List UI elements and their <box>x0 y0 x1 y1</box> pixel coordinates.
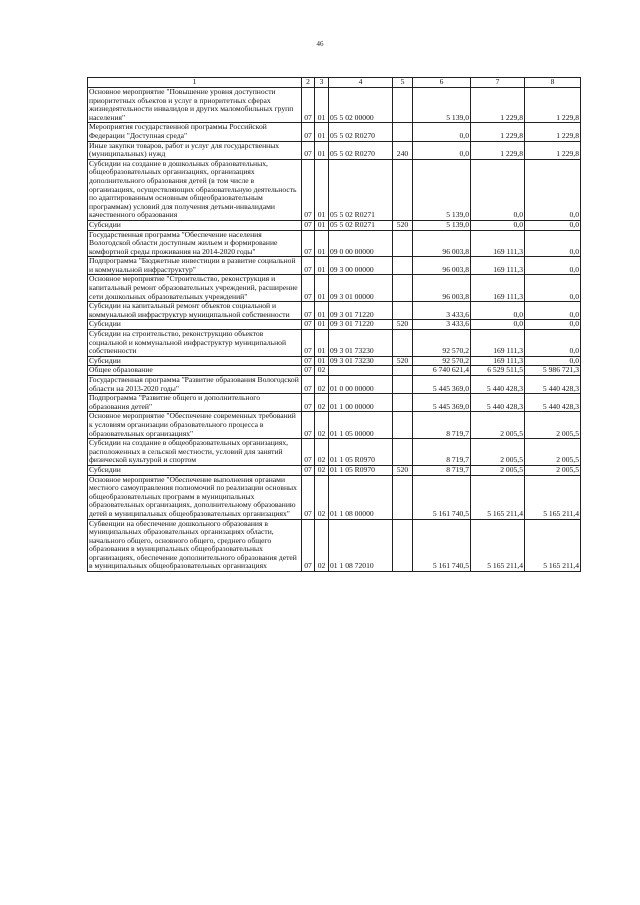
row-pr: 01 <box>315 302 329 320</box>
row-amount-1: 5 139,0 <box>413 159 471 220</box>
header-cell-rz: 2 <box>302 78 315 88</box>
row-name: Субсидии на создание в общеобразовательных организациях, расположенных в сельской местности, условий для занятий физической культурой и спортом <box>88 439 302 466</box>
row-rz: 07 <box>302 376 315 394</box>
table-row <box>88 141 581 159</box>
row-pr: 02 <box>315 376 329 394</box>
row-pr: 02 <box>315 366 329 376</box>
row-vr <box>393 88 413 123</box>
row-pr: 02 <box>315 519 329 572</box>
table-row <box>88 159 581 220</box>
row-amount-1: 96 003,8 <box>413 230 471 257</box>
row-vr: 520 <box>393 220 413 230</box>
row-name: Субсидии на строительство, реконструкцию объектов социальной и коммунальной инфраструктур муниципальной собственности <box>88 330 302 357</box>
row-csr: 01 1 08 72010 <box>329 519 393 572</box>
table-row <box>88 220 581 230</box>
row-csr: 09 3 01 73230 <box>329 356 393 366</box>
row-vr: 520 <box>393 465 413 475</box>
table-row <box>88 376 581 394</box>
row-amount-2: 5 165 211,4 <box>471 475 525 519</box>
row-amount-1: 8 719,7 <box>413 465 471 475</box>
row-vr <box>393 257 413 275</box>
row-rz: 07 <box>302 475 315 519</box>
header-cell-pr: 3 <box>315 78 329 88</box>
row-amount-1: 0,0 <box>413 123 471 141</box>
row-csr: 09 3 01 73230 <box>329 330 393 357</box>
row-amount-3: 0,0 <box>525 330 581 357</box>
header-cell-csr: 4 <box>329 78 393 88</box>
table-row <box>88 394 581 412</box>
row-name: Основное мероприятие "Обеспечение выполнения органами местного самоуправления полномочий по реализации основных общеобразовательных программ в муниципальных образовательных организациях, дополнительному образованию детей в муниципальных общеобразовательных организациях" <box>88 475 302 519</box>
row-rz: 07 <box>302 302 315 320</box>
header-cell-amount-3: 8 <box>525 78 581 88</box>
row-name: Основное мероприятие "Строительство, реконструкция и капитальный ремонт образовательных учреждений, расширение сети дошкольных образовательных учреждений" <box>88 275 302 302</box>
row-vr <box>393 439 413 466</box>
row-amount-3: 5 165 211,4 <box>525 475 581 519</box>
row-csr: 01 1 05 R0970 <box>329 439 393 466</box>
row-pr: 02 <box>315 475 329 519</box>
row-rz: 07 <box>302 394 315 412</box>
table-row <box>88 465 581 475</box>
row-amount-1: 5 161 740,5 <box>413 519 471 572</box>
row-amount-1: 5 445 369,0 <box>413 394 471 412</box>
table-row <box>88 88 581 123</box>
row-amount-3: 5 440 428,3 <box>525 394 581 412</box>
row-amount-3: 0,0 <box>525 220 581 230</box>
table-row <box>88 275 581 302</box>
row-vr <box>393 123 413 141</box>
row-amount-3: 5 986 721,3 <box>525 366 581 376</box>
table-row <box>88 412 581 439</box>
table-row <box>88 356 581 366</box>
row-vr <box>393 412 413 439</box>
row-pr: 02 <box>315 412 329 439</box>
row-csr: 09 0 00 00000 <box>329 230 393 257</box>
row-csr: 05 5 02 00000 <box>329 88 393 123</box>
row-amount-2: 0,0 <box>471 159 525 220</box>
row-name: Мероприятия государственной программы Российской Федерации "Доступная среда" <box>88 123 302 141</box>
row-rz: 07 <box>302 220 315 230</box>
row-name: Иные закупки товаров, работ и услуг для государственных (муниципальных) нужд <box>88 141 302 159</box>
row-pr: 02 <box>315 394 329 412</box>
row-amount-2: 169 111,3 <box>471 230 525 257</box>
row-vr <box>393 475 413 519</box>
row-amount-2: 0,0 <box>471 220 525 230</box>
table-row <box>88 439 581 466</box>
row-vr <box>393 376 413 394</box>
row-csr: 01 1 05 00000 <box>329 412 393 439</box>
row-amount-2: 0,0 <box>471 302 525 320</box>
table-row <box>88 123 581 141</box>
row-pr: 01 <box>315 141 329 159</box>
row-amount-3: 0,0 <box>525 275 581 302</box>
row-vr <box>393 302 413 320</box>
row-csr: 01 0 00 00000 <box>329 376 393 394</box>
page-number: 46 <box>316 40 324 48</box>
row-amount-3: 0,0 <box>525 320 581 330</box>
table-row <box>88 320 581 330</box>
row-amount-3: 2 005,5 <box>525 412 581 439</box>
row-name: Субсидии на создание в дошкольных образовательных, общеобразовательных организациях, организациях дополнительного образования детей (в том числе в организациях, осуществляющих образовательную деятельность по адаптированным основным общеобразовательным программам) условий для получения детьми-инвалидами качественного образования <box>88 159 302 220</box>
row-amount-1: 8 719,7 <box>413 412 471 439</box>
header-cell-amount-1: 6 <box>413 78 471 88</box>
row-vr: 520 <box>393 320 413 330</box>
row-rz: 07 <box>302 88 315 123</box>
row-amount-1: 92 570,2 <box>413 356 471 366</box>
row-amount-3: 1 229,8 <box>525 141 581 159</box>
row-rz: 07 <box>302 412 315 439</box>
row-amount-1: 6 740 621,4 <box>413 366 471 376</box>
table-row <box>88 366 581 376</box>
row-pr: 02 <box>315 465 329 475</box>
row-csr: 05 5 02 R0271 <box>329 159 393 220</box>
row-csr: 09 3 01 71220 <box>329 320 393 330</box>
row-name: Субсидии <box>88 465 302 475</box>
row-amount-2: 169 111,3 <box>471 330 525 357</box>
table-row <box>88 302 581 320</box>
row-amount-1: 8 719,7 <box>413 439 471 466</box>
header-row <box>88 78 581 88</box>
row-amount-2: 5 440 428,3 <box>471 394 525 412</box>
row-csr: 05 5 02 R0270 <box>329 141 393 159</box>
row-rz: 07 <box>302 123 315 141</box>
row-name: Субвенции на обеспечение дошкольного образования в муниципальных образовательных организациях области, начального общего, основного общего, среднего общего образования в муниципальных общеобразовательных организациях, обеспечение дополнительного образования детей в муниципальных общеобразовательных организациях <box>88 519 302 572</box>
row-vr <box>393 275 413 302</box>
row-csr: 09 3 01 71220 <box>329 302 393 320</box>
table-row <box>88 519 581 572</box>
row-csr: 01 1 00 00000 <box>329 394 393 412</box>
row-amount-2: 2 005,5 <box>471 439 525 466</box>
header-cell-vr: 5 <box>393 78 413 88</box>
row-amount-1: 0,0 <box>413 141 471 159</box>
row-name: Подпрограмма "Бюджетные инвестиции в развитие социальной и коммунальной инфраструктур" <box>88 257 302 275</box>
row-amount-1: 96 003,8 <box>413 275 471 302</box>
row-vr: 240 <box>393 141 413 159</box>
row-csr: 05 5 02 R0271 <box>329 220 393 230</box>
row-rz: 07 <box>302 257 315 275</box>
row-pr: 01 <box>315 230 329 257</box>
row-name: Субсидии <box>88 220 302 230</box>
row-amount-2: 5 165 211,4 <box>471 519 525 572</box>
table-header <box>88 78 581 88</box>
row-rz: 07 <box>302 366 315 376</box>
row-amount-3: 0,0 <box>525 302 581 320</box>
row-amount-3: 2 005,5 <box>525 465 581 475</box>
row-rz: 07 <box>302 141 315 159</box>
row-name: Общее образование <box>88 366 302 376</box>
row-name: Основное мероприятие "Повышение уровня доступности приоритетных объектов и услуг в приоритетных сферах жизнедеятельности инвалидов и других маломобильных групп населения" <box>88 88 302 123</box>
row-amount-3: 5 165 211,4 <box>525 519 581 572</box>
budget-table <box>87 77 581 572</box>
row-amount-2: 1 229,8 <box>471 123 525 141</box>
table-row <box>88 257 581 275</box>
row-amount-1: 5 139,0 <box>413 88 471 123</box>
table-row <box>88 230 581 257</box>
header-cell-amount-2: 7 <box>471 78 525 88</box>
row-pr: 01 <box>315 88 329 123</box>
row-name: Подпрограмма "Развитие общего и дополнительного образования детей" <box>88 394 302 412</box>
row-csr: 01 1 08 00000 <box>329 475 393 519</box>
table-row <box>88 475 581 519</box>
row-rz: 07 <box>302 356 315 366</box>
row-rz: 07 <box>302 320 315 330</box>
row-amount-3: 0,0 <box>525 230 581 257</box>
row-name: Субсидии на капитальный ремонт объектов социальной и коммунальной инфраструктур муниципальной собственности <box>88 302 302 320</box>
row-amount-2: 2 005,5 <box>471 465 525 475</box>
row-rz: 07 <box>302 330 315 357</box>
header-cell-name: 1 <box>88 78 302 88</box>
row-rz: 07 <box>302 159 315 220</box>
row-rz: 07 <box>302 465 315 475</box>
row-amount-2: 6 529 511,5 <box>471 366 525 376</box>
row-rz: 07 <box>302 275 315 302</box>
row-amount-3: 1 229,8 <box>525 123 581 141</box>
row-pr: 01 <box>315 320 329 330</box>
row-amount-1: 3 433,6 <box>413 302 471 320</box>
row-amount-1: 96 003,8 <box>413 257 471 275</box>
row-amount-1: 3 433,6 <box>413 320 471 330</box>
row-amount-1: 5 139,0 <box>413 220 471 230</box>
row-pr: 01 <box>315 275 329 302</box>
row-amount-3: 0,0 <box>525 159 581 220</box>
table-row <box>88 330 581 357</box>
row-csr: 01 1 05 R0970 <box>329 465 393 475</box>
row-pr: 01 <box>315 159 329 220</box>
row-name: Субсидии <box>88 356 302 366</box>
row-vr <box>393 159 413 220</box>
row-amount-3: 0,0 <box>525 356 581 366</box>
row-pr: 01 <box>315 123 329 141</box>
row-pr: 01 <box>315 330 329 357</box>
row-amount-3: 1 229,8 <box>525 88 581 123</box>
row-amount-1: 5 445 369,0 <box>413 376 471 394</box>
row-amount-2: 1 229,8 <box>471 88 525 123</box>
row-amount-2: 2 005,5 <box>471 412 525 439</box>
row-pr: 01 <box>315 220 329 230</box>
row-amount-3: 0,0 <box>525 257 581 275</box>
row-name: Субсидии <box>88 320 302 330</box>
row-csr: 05 5 02 R0270 <box>329 123 393 141</box>
row-amount-2: 5 440 428,3 <box>471 376 525 394</box>
row-name: Государственная программа "Развитие образования Вологодской области на 2013-2020 годы" <box>88 376 302 394</box>
row-amount-3: 5 440 428,3 <box>525 376 581 394</box>
row-amount-1: 92 570,2 <box>413 330 471 357</box>
row-amount-2: 169 111,3 <box>471 275 525 302</box>
row-rz: 07 <box>302 230 315 257</box>
table-body <box>88 88 581 572</box>
row-vr <box>393 394 413 412</box>
row-rz: 07 <box>302 439 315 466</box>
row-amount-2: 169 111,3 <box>471 257 525 275</box>
row-pr: 01 <box>315 257 329 275</box>
row-pr: 02 <box>315 439 329 466</box>
row-vr <box>393 519 413 572</box>
row-vr: 520 <box>393 356 413 366</box>
row-vr <box>393 366 413 376</box>
row-amount-2: 169 111,3 <box>471 356 525 366</box>
row-csr: 09 3 01 00000 <box>329 275 393 302</box>
row-amount-2: 1 229,8 <box>471 141 525 159</box>
row-name: Государственная программа "Обеспечение населения Вологодской области доступным жильем и формирование комфортной среды проживания на 2014-2020 годы" <box>88 230 302 257</box>
row-amount-3: 2 005,5 <box>525 439 581 466</box>
row-amount-1: 5 161 740,5 <box>413 475 471 519</box>
row-pr: 01 <box>315 356 329 366</box>
row-vr <box>393 230 413 257</box>
row-name: Основное мероприятие "Обеспечение современных требований к условиям организации образовательного процесса в образовательных организациях" <box>88 412 302 439</box>
row-amount-2: 0,0 <box>471 320 525 330</box>
row-csr <box>329 366 393 376</box>
row-csr: 09 3 00 00000 <box>329 257 393 275</box>
row-vr <box>393 330 413 357</box>
row-rz: 07 <box>302 519 315 572</box>
